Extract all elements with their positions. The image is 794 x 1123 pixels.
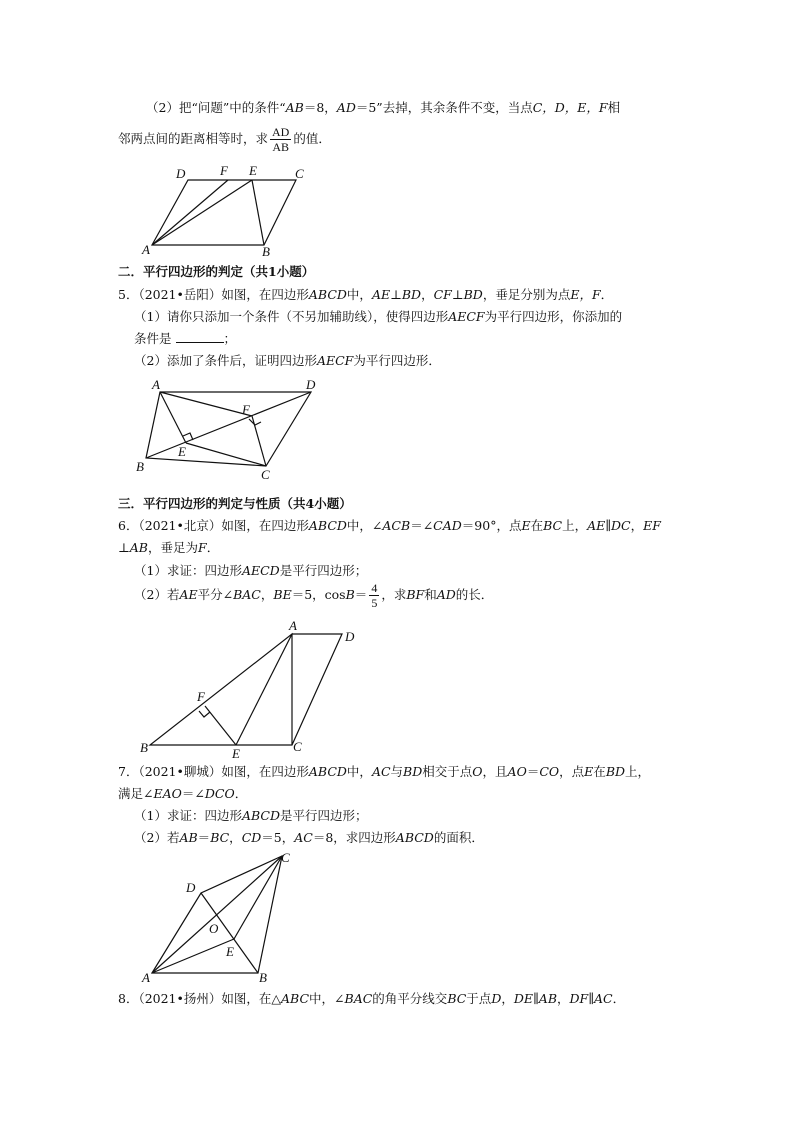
q6-text: 平分∠ bbox=[197, 587, 234, 602]
q7-text: ＝8，求四边形 bbox=[312, 830, 396, 845]
q5-label-c: C bbox=[261, 467, 270, 482]
q5-var: BD bbox=[463, 287, 483, 302]
q5-part1-line1 bbox=[134, 308, 622, 326]
q4-text: ＝8， bbox=[303, 100, 337, 115]
answer-blank[interactable] bbox=[176, 330, 224, 343]
q5-text: （1）请你只添加一个条件（不另加辅助线），使得四边形 bbox=[134, 309, 449, 324]
q5-label-a: A bbox=[152, 377, 160, 392]
q6-var: AE bbox=[587, 518, 606, 533]
q4-label-d: D bbox=[176, 166, 186, 181]
q5-var: AE bbox=[371, 287, 391, 302]
q6-text: 在 bbox=[530, 518, 544, 533]
q4-text: ＝5”去掉，其余条件不变，当点 bbox=[355, 100, 533, 115]
q6-text: 6．（2021•北京）如图，在四边形 bbox=[118, 518, 309, 533]
fraction-denominator: AB bbox=[272, 140, 290, 154]
q7-label-o: O bbox=[209, 921, 219, 936]
q5-var: BD bbox=[401, 287, 422, 302]
q7-text: ＝ bbox=[197, 830, 211, 845]
q8-text: 中，∠ bbox=[309, 991, 345, 1006]
q6-label-a: A bbox=[289, 618, 297, 633]
q7-text: ． bbox=[234, 786, 248, 801]
q8-text: 的角平分线交 bbox=[372, 991, 448, 1006]
q5-var: ABCD bbox=[308, 287, 347, 302]
q6-text: ＝∠ bbox=[410, 518, 434, 533]
q6-text: 上， bbox=[562, 518, 588, 533]
q6-label-f: F bbox=[197, 689, 205, 704]
q6-text: ， bbox=[630, 518, 644, 533]
q7-var: BC bbox=[210, 830, 230, 845]
q6-var: B bbox=[345, 587, 355, 602]
q7-text: ，且 bbox=[482, 764, 508, 779]
q8-stem bbox=[118, 990, 625, 1008]
q4-text: （2）把“问题”中的条件“ bbox=[146, 100, 286, 115]
q8-var: ABC bbox=[281, 991, 310, 1006]
q6-segment-ae bbox=[236, 634, 292, 745]
q7-text: 中， bbox=[346, 764, 372, 779]
q5-label-d: D bbox=[306, 377, 316, 392]
q5-text: ； bbox=[223, 331, 237, 346]
q7-var: AC bbox=[294, 830, 313, 845]
q7-text: （2）若 bbox=[134, 830, 180, 845]
q7-segment-ce bbox=[234, 856, 282, 939]
q7-text: 与 bbox=[390, 764, 404, 779]
q4-label-a: A bbox=[142, 242, 150, 257]
q7-var: AO bbox=[507, 764, 527, 779]
q7-stem-line1 bbox=[118, 763, 650, 781]
q7-text: 是平行四边形； bbox=[280, 808, 368, 823]
q5-part2 bbox=[134, 352, 441, 370]
q8-text: ∥ bbox=[533, 991, 539, 1006]
q7-var: CD bbox=[241, 830, 262, 845]
q5-segment-ec bbox=[186, 443, 266, 466]
q8-text: 8．（2021•扬州）如图，在△ bbox=[118, 991, 282, 1006]
q6-text: ． bbox=[206, 540, 220, 555]
section-2-title: 二．平行四边形的判定（共1小题） bbox=[118, 264, 315, 279]
q5-text: （2）添加了条件后，证明四边形 bbox=[134, 353, 317, 368]
q7-text: 的面积． bbox=[433, 830, 484, 845]
q6-var: EF bbox=[643, 518, 661, 533]
q7-text: ，点 bbox=[559, 764, 585, 779]
q7-text: ＝ bbox=[526, 764, 540, 779]
q5-text: ⊥ bbox=[390, 287, 402, 302]
q6-var: CAD bbox=[433, 518, 462, 533]
q6-text: ，求 bbox=[381, 587, 407, 602]
section-3-title: 三．平行四边形的判定与性质（共4小题） bbox=[118, 496, 352, 511]
q6-label-d: D bbox=[345, 629, 355, 644]
q5-text: ， bbox=[421, 287, 434, 302]
q6-text: ∥ bbox=[605, 518, 612, 533]
q8-text: ∥ bbox=[588, 991, 595, 1006]
q7-text: 上， bbox=[625, 764, 651, 779]
q6-var: DC bbox=[611, 518, 631, 533]
q4-label-e: E bbox=[249, 163, 257, 178]
q8-var: DE bbox=[513, 991, 534, 1006]
q6-var: AE bbox=[179, 587, 198, 602]
q8-var: DF bbox=[569, 991, 589, 1006]
q7-part2 bbox=[134, 829, 484, 847]
q6-var: BE bbox=[273, 587, 292, 602]
q6-var: E bbox=[521, 518, 531, 533]
q6-text: 的长． bbox=[455, 587, 494, 602]
q6-text: ， bbox=[260, 587, 274, 602]
q5-segment-af bbox=[160, 392, 252, 416]
q5-label-e: E bbox=[178, 444, 186, 459]
q7-label-e: E bbox=[226, 944, 234, 959]
q4-segment-ae bbox=[152, 180, 252, 245]
q5-text: ⊥ bbox=[451, 287, 464, 302]
q4-segment-be bbox=[252, 180, 264, 245]
q5-text: ，垂足分别为点 bbox=[482, 287, 571, 302]
q6-label-e: E bbox=[232, 746, 240, 761]
q8-var: BC bbox=[447, 991, 467, 1006]
q7-var: ABCD bbox=[241, 808, 280, 823]
q7-var: DCO bbox=[204, 786, 235, 801]
q5-text: ． bbox=[600, 287, 614, 302]
q6-label-c: C bbox=[293, 739, 302, 754]
q6-text: ＝5，cos bbox=[291, 587, 346, 602]
q7-label-b: B bbox=[259, 970, 267, 985]
q7-text: ＝∠ bbox=[181, 786, 205, 801]
q8-text: ， bbox=[501, 991, 514, 1006]
q5-stem bbox=[118, 286, 613, 304]
q5-text: 为平行四边形． bbox=[353, 353, 441, 368]
q5-label-b: B bbox=[136, 459, 144, 474]
q5-var: AECF bbox=[448, 309, 485, 324]
q8-text: 于点 bbox=[466, 991, 492, 1006]
q5-segment-ae bbox=[160, 392, 186, 443]
q4-var: AD bbox=[336, 100, 356, 115]
q6-text: ＝ bbox=[354, 587, 368, 602]
q6-label-b: B bbox=[140, 740, 148, 755]
q6-var: ABCD bbox=[308, 518, 347, 533]
q6-var: BF bbox=[406, 587, 425, 602]
q7-var: ABCD bbox=[308, 764, 347, 779]
q5-text: 为平行四边形，你添加的 bbox=[484, 309, 623, 324]
q6-text: 是平行四边形； bbox=[279, 563, 368, 578]
q6-text: 中，∠ bbox=[346, 518, 383, 533]
q6-text: 和 bbox=[424, 587, 437, 602]
fraction-numerator: 4 bbox=[371, 581, 378, 595]
q7-var: EAO bbox=[153, 786, 182, 801]
q5-diagonal-bd bbox=[146, 392, 311, 458]
q4-label-f: F bbox=[220, 163, 228, 178]
q5-part1-line2 bbox=[134, 330, 236, 348]
q7-var: BD bbox=[403, 764, 423, 779]
q5-label-f: F bbox=[242, 402, 250, 417]
q6-var: AD bbox=[436, 587, 456, 602]
q7-segment-ae bbox=[152, 939, 234, 973]
q4-label-b: B bbox=[262, 244, 270, 259]
q7-text: 在 bbox=[593, 764, 606, 779]
q6-var: AB bbox=[129, 540, 148, 555]
q4-text: 邻两点间的距离相等时，求 bbox=[118, 131, 269, 146]
q6-var: AECD bbox=[241, 563, 280, 578]
q6-right-angle-f bbox=[199, 711, 210, 717]
q7-label-a: A bbox=[142, 970, 150, 985]
q6-var: F bbox=[198, 540, 207, 555]
q8-text: ， bbox=[557, 991, 570, 1006]
q4-parallelogram bbox=[152, 180, 296, 245]
q6-outline bbox=[150, 634, 342, 745]
q6-part2 bbox=[134, 578, 493, 612]
q4-text: 的值． bbox=[293, 131, 331, 146]
q4-text: 相 bbox=[607, 100, 621, 115]
q7-var: E bbox=[584, 764, 594, 779]
q6-text: （2）若 bbox=[134, 587, 180, 602]
q6-text: （1）求证：四边形 bbox=[134, 563, 242, 578]
q7-stem-line2 bbox=[118, 785, 247, 803]
q7-var: O bbox=[472, 764, 483, 779]
fraction-denominator: 5 bbox=[371, 596, 378, 610]
q6-stem-line1 bbox=[118, 517, 661, 535]
q5-var: AECF bbox=[316, 353, 354, 368]
q8-text: ． bbox=[612, 991, 626, 1006]
q5-var: E，F bbox=[570, 287, 601, 302]
q5-right-angle-f bbox=[249, 419, 261, 425]
q4-var: C，D，E，F bbox=[532, 100, 608, 115]
q7-var: ABCD bbox=[395, 830, 434, 845]
q6-text: ⊥ bbox=[118, 540, 130, 555]
q7-label-c: C bbox=[281, 850, 290, 865]
q5-text: 条件是 bbox=[134, 331, 172, 346]
q6-text: ＝90°，点 bbox=[461, 518, 522, 533]
q8-var: AB bbox=[538, 991, 558, 1006]
q6-var: BAC bbox=[233, 587, 261, 602]
q6-stem-line2 bbox=[118, 539, 219, 557]
q5-var: CF bbox=[433, 287, 452, 302]
q8-var: BAC bbox=[344, 991, 373, 1006]
q7-text: （1）求证：四边形 bbox=[134, 808, 242, 823]
q7-label-d: D bbox=[186, 880, 196, 895]
q6-text: ，垂足为 bbox=[147, 540, 198, 555]
q7-text: 相交于点 bbox=[422, 764, 473, 779]
q4-label-c: C bbox=[295, 166, 304, 181]
q6-var: ACB bbox=[382, 518, 411, 533]
q7-text: ， bbox=[229, 830, 242, 845]
q4-var: AB bbox=[285, 100, 304, 115]
fraction-numerator: AD bbox=[272, 125, 290, 139]
q6-var: BC bbox=[543, 518, 563, 533]
q7-text: 7．（2021•聊城）如图，在四边形 bbox=[118, 764, 309, 779]
q7-var: AB bbox=[179, 830, 198, 845]
q5-text: 5．（2021•岳阳）如图，在四边形 bbox=[118, 287, 309, 302]
q7-text: 满足∠ bbox=[118, 786, 154, 801]
q7-var: AC bbox=[371, 764, 391, 779]
q4-segment-af bbox=[152, 180, 228, 245]
q7-var: CO bbox=[539, 764, 560, 779]
q7-part1 bbox=[134, 807, 368, 825]
q6-fraction bbox=[369, 581, 379, 610]
q5-text: 中， bbox=[346, 287, 372, 302]
q7-text: ＝5， bbox=[261, 830, 295, 845]
q8-var: AC bbox=[594, 991, 613, 1006]
q7-var: BD bbox=[605, 764, 626, 779]
q8-var: D bbox=[491, 991, 502, 1006]
